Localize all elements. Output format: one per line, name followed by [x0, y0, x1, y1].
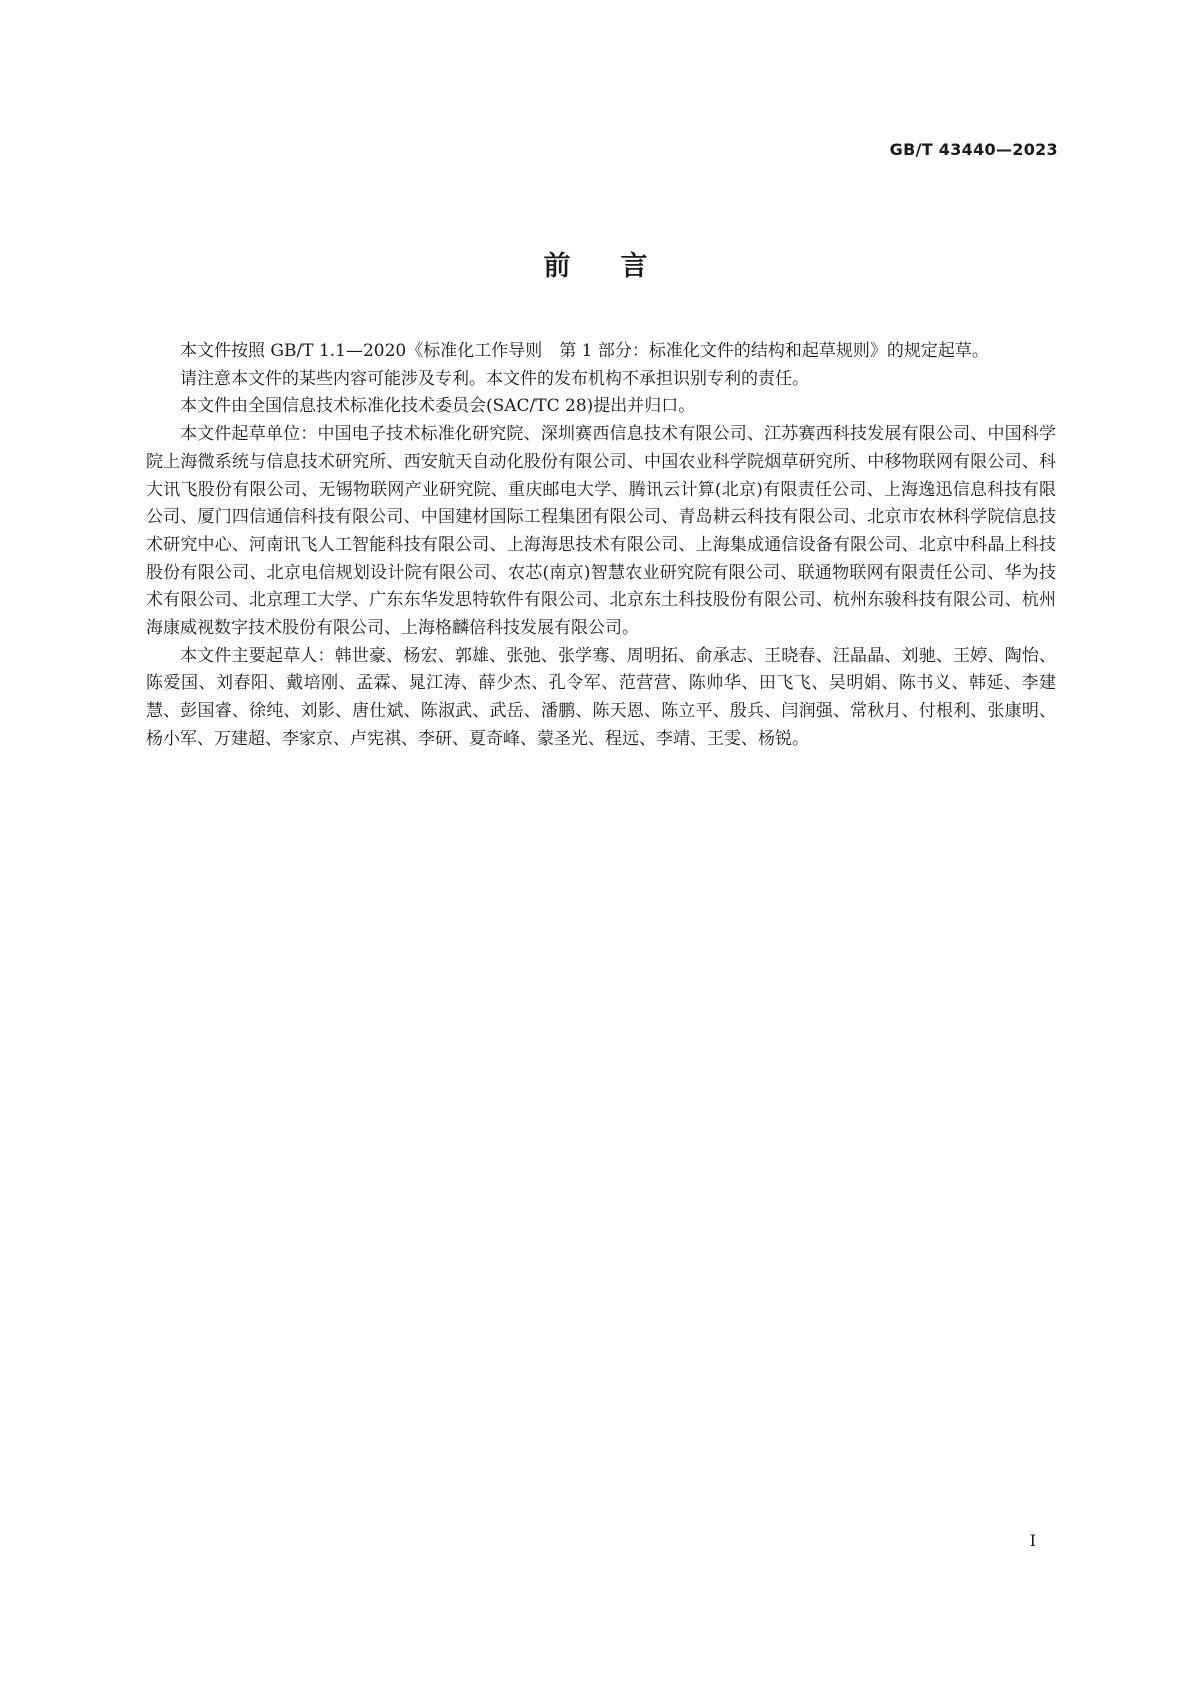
foreword-body	[146, 338, 1056, 754]
paragraph-drafting-units: 本文件起草单位：中国电子技术标准化研究院、深圳赛西信息技术有限公司、江苏赛西科技发展有限公司、中国科学院上海微系统与信息技术研究所、西安航天自动化股份有限公司、中国农业科学院烟草研究所、中移物联网有限公司、科大讯飞股份有限公司、无锡物联网产业研究院、重庆邮电大学、腾讯云计算(北京)有限责任公司、上海逸迅信息科技有限公司、厦门四信通信科技有限公司、中国建材国际工程集团有限公司、青岛耕云科技有限公司、北京市农林科学院信息技术研究中心、河南讯飞人工智能科技有限公司、上海海思技术有限公司、上海集成通信设备有限公司、北京中科晶上科技股份有限公司、北京电信规划设计院有限公司、农芯(南京)智慧农业研究院有限公司、联通物联网有限责任公司、华为技术有限公司、北京理工大学、广东东华发思特软件有限公司、北京东土科技股份有限公司、杭州东骏科技有限公司、杭州海康威视数字技术股份有限公司、上海格麟倍科技发展有限公司。	[146, 424, 1056, 639]
standard-code: GB/T 43440—2023	[889, 140, 1058, 159]
page-title: 前言	[543, 251, 698, 282]
paragraph-drafting-rules: 本文件按照 GB/T 1.1—2020《标准化工作导则 第 1 部分：标准化文件的结构和起草规则》的规定起草。	[180, 341, 989, 361]
page-number: I	[1029, 1531, 1036, 1550]
paragraph-patent-notice: 请注意本文件的某些内容可能涉及专利。本文件的发布机构不承担识别专利的责任。	[180, 368, 809, 389]
paragraph-drafters: 本文件主要起草人：韩世豪、杨宏、郭雄、张弛、张学骞、周明拓、俞承志、王晓春、汪晶晶、刘驰、王婷、陶怡、陈爱国、刘春阳、戴培刚、孟霖、晁江涛、薛少杰、孔令军、范营营、陈帅华、田飞飞、吴明娟、陈书义、韩延、李建慧、彭国睿、徐纯、刘影、唐仕斌、陈淑武、武岳、潘鹏、陈天恩、陈立平、殷兵、闫润强、常秋月、付根利、张康明、杨小军、万建超、李家京、卢宪祺、李研、夏奇峰、蒙圣光、程远、李靖、王雯、杨锐。	[146, 645, 1056, 749]
paragraph-proposer: 本文件由全国信息技术标准化技术委员会(SAC/TC 28)提出并归口。	[180, 396, 696, 417]
